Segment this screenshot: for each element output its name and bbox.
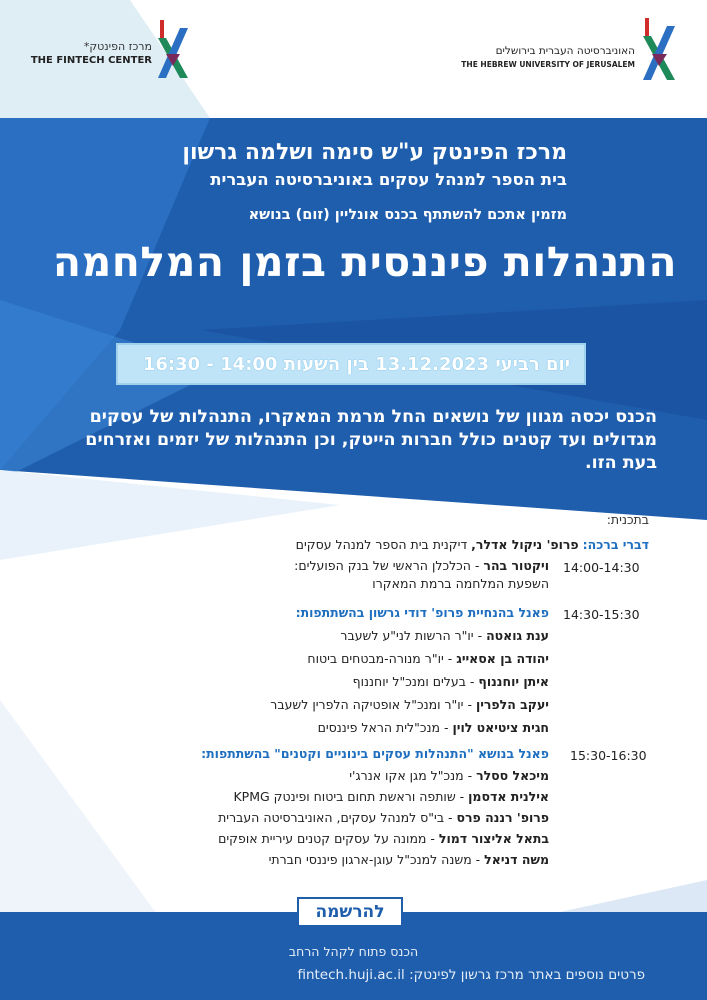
keynote-speaker-role: - הכלכלן הראשי של בנק הפועלים: — [294, 558, 484, 573]
conference-title: התנהלות פיננסית בזמן המלחמה — [52, 238, 677, 286]
member-name: יעקב הלפרין — [475, 697, 549, 712]
panel2-member — [233, 789, 549, 804]
fintech-logo-english: THE FINTECH CENTER — [30, 55, 152, 66]
panel1-member — [353, 674, 549, 689]
welcome-row — [296, 537, 649, 552]
panel2-member — [349, 768, 549, 783]
member-role: - יו"ר ומנכ"ל אופטיקה הלפרין לשעבר — [270, 697, 476, 712]
member-name: מיכאל ססלר — [476, 768, 549, 783]
member-role: - מנכ"לית הראל פיננסים — [317, 720, 453, 735]
member-role: - משנה למנכ"ל עוגן-ארגון פיננסי חברתי — [268, 852, 485, 867]
panel2-title: פאנל בנושא "התנהלות עסקים בינוניים וקטנים" בהשתתפות: — [201, 746, 549, 761]
huji-logo — [461, 20, 685, 84]
program-label: בתכנית: — [606, 512, 649, 527]
panel1-title: פאנל בהנחיית פרופ' דודי גרשון בהשתתפות: — [295, 605, 549, 620]
member-name: ענת גואטה — [486, 628, 549, 643]
fintech-center-logo — [22, 28, 192, 88]
huji-logo-hebrew: האוניברסיטה העברית בירושלים — [495, 45, 635, 57]
panel2-member — [269, 852, 549, 867]
school-name: בית הספר למנהל עסקים באוניברסיטה העברית — [210, 170, 567, 189]
keynote-row — [294, 558, 549, 573]
member-name: יהודה בן אסאייג — [456, 651, 549, 666]
member-name: פרופ' רננה פרס — [456, 810, 549, 825]
time-slot-1: 14:00-14:30 — [563, 560, 640, 575]
welcome-title: דברי ברכה: — [582, 537, 649, 552]
member-role: - יו"ר מנורה-מבטחים ביטוח — [307, 651, 457, 666]
invitation-line: מזמין אתכם להשתתף בכנס אונליין (זום) בנושא — [248, 207, 567, 223]
member-role: - בי"ס למנהל עסקים, האוניברסיטה העברית — [218, 810, 457, 825]
member-role: - מנכ"ל מגן אקו אנרג'י — [349, 768, 477, 783]
time-slot-2: 14:30-15:30 — [563, 607, 640, 622]
panel2-member — [218, 831, 549, 846]
open-to-public-text: הכנס פתוח לקהל הרחב — [288, 944, 419, 959]
member-role: - שותפה וראשת תחום ביטוח ופינטק KPMG — [233, 789, 469, 804]
fintech-mark-icon — [156, 20, 190, 80]
panel1-member — [307, 651, 549, 666]
register-button-label: להרשמה — [315, 902, 385, 922]
welcome-speaker-role: דיקנית בית הספר למנהל עסקים — [295, 537, 472, 552]
member-role: - בעלים ומנכ"ל יוחננוף — [352, 674, 479, 689]
member-role: - ממונה על עסקים קטנים עיריית אופקים — [218, 831, 439, 846]
date-time-banner — [116, 343, 586, 385]
member-name: איתן יוחננוף — [478, 674, 549, 689]
panel1-member — [340, 628, 549, 643]
intro-paragraph: הכנס יכסה מגוון של נושאים החל מרמת המאקרו, התנהלות של עסקים מגדולים ועד קטנים כולל חברות הייטק, וכן התנהלות של יזמים ואזרחים בעת הזו. — [85, 407, 657, 473]
hosting-center-name: מרכז הפינטק ע"ש סימה ושלמה גרשון — [182, 140, 567, 165]
panel2-member — [218, 810, 549, 825]
more-info-link[interactable]: פרטים נוספים באתר מרכז גרשון לפינטק: fintech.huji.ac.il — [297, 967, 645, 983]
member-name: בתאל אליצור דמול — [438, 831, 549, 846]
keynote-speaker-name: ויקטור בהר — [483, 558, 549, 573]
member-role: - יו"ר הרשות לני"ע לשעבר — [340, 628, 487, 643]
date-time-text: יום רביעי 13.12.2023 בין השעות 14:00 - 16:30 — [142, 354, 570, 375]
member-name: משה דניאל — [484, 852, 549, 867]
huji-mark-icon — [641, 18, 679, 82]
fintech-logo-hebrew: מרכז הפינטק* — [83, 40, 152, 53]
panel1-member — [318, 720, 549, 735]
time-slot-3: 15:30-16:30 — [570, 748, 647, 763]
member-name: חגית ציטיאט לוין — [452, 720, 549, 735]
welcome-speaker-name: פרופ' ניקול אדלר, — [471, 537, 579, 552]
member-name: אילנית אדסמן — [468, 789, 549, 804]
keynote-topic: השפעת המלחמה ברמת המאקרו — [372, 576, 549, 591]
huji-logo-english: THE HEBREW UNIVERSITY OF JERUSALEM — [461, 60, 635, 69]
panel1-member — [270, 697, 549, 712]
register-button[interactable] — [297, 897, 403, 927]
